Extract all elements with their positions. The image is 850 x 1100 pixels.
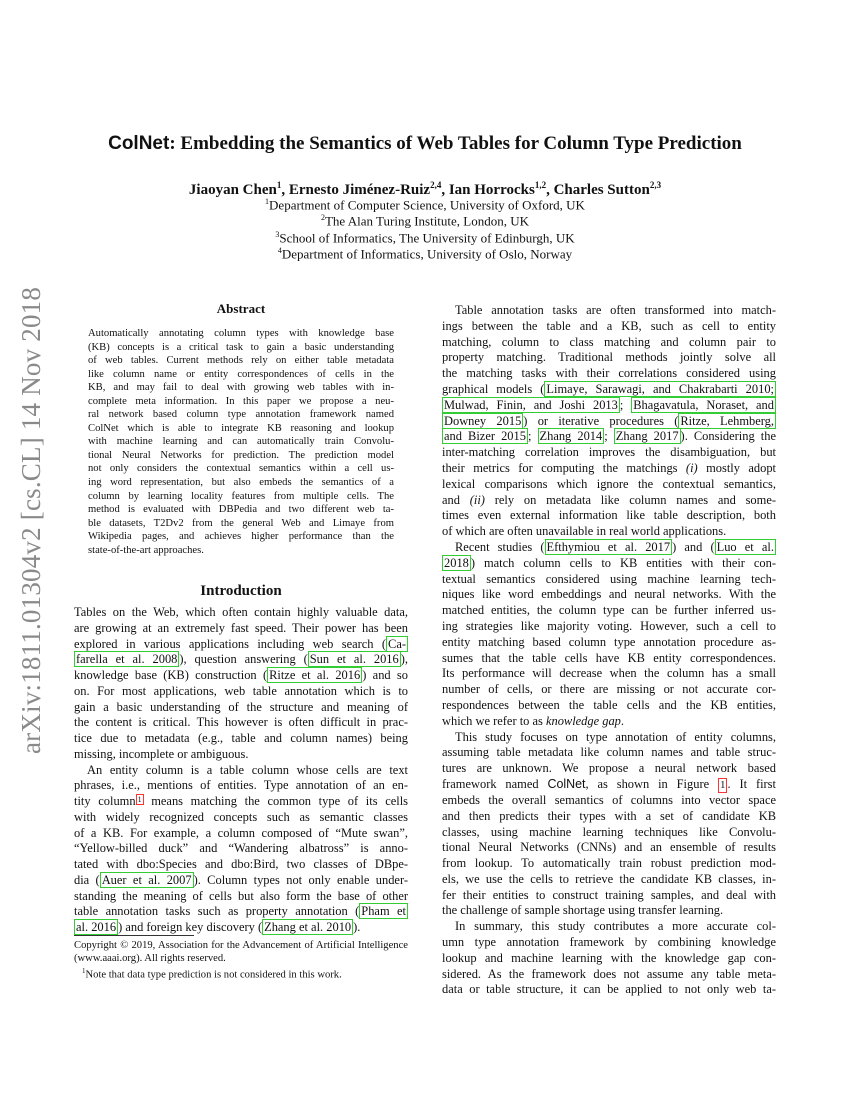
author-name: Charles Sutton	[553, 182, 650, 198]
citation-link[interactable]: Zhang 2014	[539, 429, 603, 444]
copyright-notice: Copyright © 2019, Association for the Advancement of Artificial Intelligence (www.aaai.org). All rights reserved.	[74, 940, 408, 965]
paper-title	[60, 133, 790, 155]
introduction-body: Tables on the Web, which often contain highly valuable data, are growing at an extremely fast speed. Their power has been explored in various applications including web search ( Ca- farella et al. 2008 ), question answering ( Sun et al. 2016 ), knowledge base (KB) construction ( Ritze et al. 2016 ) and so on. For most applications, web table annotation which is to gain a basic understanding of the structure and meaning of the content is critical. This however is often difficult in prac- tice due to metadata (e.g., table and column names) being missing, incomplete or ambiguous. An entity column is a table column whose cells are text phrases, i.e., mentions of entities. Type annotation of an en- tity column 1 means matching the common type of its cells with widely recognized concepts such as semantic classes of a KB. For example, a column composed of “Mute swan”, “Yellow-billed duck” and “Wandering albatross” is anno- tated with dbo:Species and dbo:Bird, two classes of DBpe- dia ( Auer et al. 2007 ). Column types not only enable under- standing the meaning of cells but also form the base of other table annotation tasks such as property annotation ( Pham et al. 2016 ) and foreign key discovery ( Zhang et al. 2010 ).	[74, 605, 408, 934]
affiliation: $^2$The Alan Turing Institute, London, UK	[320, 213, 530, 229]
affiliation: $^3$School of Informatics, The University of Edinburgh, UK	[275, 230, 575, 246]
author-name: Ian Horrocks	[448, 182, 535, 198]
affiliation: $^4$Department of Informatics, University of Oslo, Norway	[277, 246, 573, 262]
citation-link[interactable]: Limaye, Sarawagi, and Chakrabarti 2010;	[546, 381, 774, 396]
arxiv-identifier: arXiv:1811.01304v2 [cs.CL] 14 Nov 2018	[16, 286, 46, 754]
citation-link[interactable]: Zhang 2017	[615, 429, 679, 444]
author-name: Ernesto Jiménez-Ruiz	[288, 182, 431, 198]
citation-link[interactable]: farella et al. 2008	[76, 652, 178, 667]
footnotes	[74, 939, 408, 982]
citation-link[interactable]: Ca-	[388, 636, 406, 651]
citation-link[interactable]: Bhagavatula, Noraset, and	[633, 397, 774, 412]
citation-link[interactable]: Auer et al. 2007	[101, 872, 192, 887]
citation-link[interactable]: Sun et al. 2016	[309, 652, 399, 667]
author-name: Jiaoyan Chen	[188, 182, 277, 198]
footnote-link[interactable]: 1	[137, 795, 142, 804]
figure-link[interactable]: 1	[719, 778, 726, 791]
abstract-heading: Abstract	[216, 301, 266, 316]
citation-link[interactable]: Pham et	[361, 904, 407, 919]
citation-link[interactable]: Zhang et al. 2010	[264, 920, 352, 934]
title-system-name: ColNet	[108, 133, 170, 154]
right-column-body: Table annotation tasks are often transformed into match- ings between the table and a KB, such as cell to entity matching, column to class matching and column pair to property matching. Traditional methods jointly solve all the matching tasks with their correlations considered using graphical models ( Limaye, Sarawagi, and Chakrabarti 2010; Mulwad, Finin, and Joshi 2013 ; Bhagavatula, Noraset, and Downey 2015 ) or iterative procedures ( Ritze, Lehmberg, and Bizer 2015 ; Zhang 2014 ; Zhang 2017 ). Considering the inter-matching correlation improves the disambiguation, but their metrics for computing the matchings (i) mostly adopt lexical comparisons which ignore the contextual semantics, and (ii) rely on metadata like column names and some- times even external information like table description, both of which are often unavailable in real world applications. Recent studies ( Efthymiou et al. 2017 ) and ( Luo et al. 2018 ) match column cells to KB entities with their con- textual semantics considered using machine learning tech- niques like word embeddings and neural networks. With the matched entities, the column type can be further inferred us- ing strategies like majority voting. However, such a cell to entity matching based column type annotation procedure as- sumes that the table cells have KB entity correspondences. Its performance will decrease when the column has a small number of cells, or there are missing or not accurate cor- respondences between the table cells and the KB entities, which we refer to as knowledge gap. This study focuses on type annotation of entity columns, assuming table metadata like column names and table struc- tures are unknown. We propose a neural network based framework named ColNet, as shown in Figure 1 . It first embeds the overall semantics of columns into vector space and then predicts their types with a set of candidate KB classes, using machine learning techniques like Convolu- tional Neural Networks (CNNs) and an ensemble of results from lookup. To automatically train robust prediction mod- els, we use the cells to retrieve the candidate KB classes, in- fer their entities to construct training samples, and deal with the challenge of sample shortage using transfer learning. In summary, this study contributes a more accurate col- umn type annotation framework by combining knowledge lookup and machine learning with the knowledge gap con- sidered. As the framework does not assume any table meta- data or table structure, it can be applied to not only web ta-	[442, 303, 776, 997]
citation-link[interactable]: Luo et al.	[716, 539, 774, 554]
affiliation: $^1$Department of Computer Science, University of Oxford, UK	[265, 197, 585, 213]
citation-link[interactable]: Mulwad, Finin, and Joshi 2013	[444, 397, 618, 412]
citation-link[interactable]: 2018	[444, 555, 469, 570]
author-list: Jiaoyan Chen$^1$, Ernesto Jiménez-Ruiz$^{2,4}$, Ian Horrocks$^{1,2}$, Charles Sutton$^{2,3}$	[188, 180, 662, 198]
citation-link[interactable]: Ritze et al. 2016	[269, 668, 361, 682]
title-rest: : Embedding the Semantics of Web Tables for Column Type Prediction	[169, 133, 742, 154]
citation-link[interactable]: Downey 2015	[444, 413, 522, 428]
footnote-1: $^1$Note that data type prediction is not considered in this work.	[82, 967, 342, 981]
citation-link[interactable]: and Bizer 2015	[444, 429, 526, 444]
citation-link[interactable]: Ritze, Lehmberg,	[680, 413, 774, 428]
citation-link[interactable]: al. 2016	[76, 920, 117, 934]
footnote-rule	[74, 935, 194, 936]
introduction-heading: Introduction	[200, 583, 282, 599]
abstract-body: Automatically annotating column types with knowledge base (KB) concepts is a critical task to gain a basic understanding of web tables. Current methods rely on either table metadata like column name or entity correspondences of cells in the KB, and may fail to deal with growing web tables with in- complete meta information. In this paper we propose a neu- ral network based column type annotation framework named ColNet which is able to integrate KB reasoning and lookup with machine learning and can automatically train Convolu- tional Neural Networks for prediction. The prediction model not only considers the contextual semantics within a cell us- ing word representation, but also embeds the semantics of a column by learning locality features from multiple cells. The method is evaluated with DBPedia and two different web ta- ble datasets, T2Dv2 from the general Web and Limaye from Wikipedia pages, and achieves higher performance than the state-of-the-art approaches.	[88, 328, 394, 556]
citation-link[interactable]: Efthymiou et al. 2017	[546, 539, 671, 554]
